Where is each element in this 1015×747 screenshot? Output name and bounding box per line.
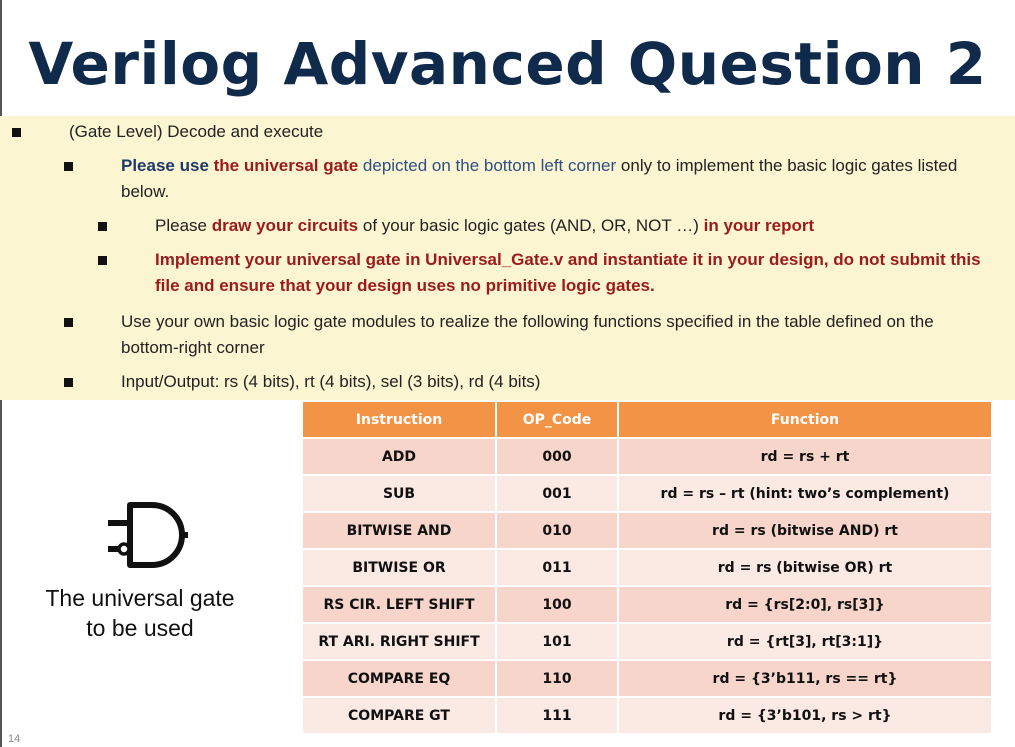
cell-function: rd = {rs[2:0], rs[3]} [619,587,991,622]
text-in-your-report: in your report [703,216,815,235]
bullet-decode-execute: (Gate Level) Decode and execute [69,122,324,141]
cell-function: rd = rs – rt (hint: two’s complement) [619,476,991,511]
header-op-code: OP_Code [497,402,617,437]
text-draw-your-circuits: draw your circuits [211,216,359,235]
table-header-row [303,402,991,437]
bullets-panel [0,116,1015,400]
cell-instruction: RT ARI. RIGHT SHIFT [303,624,495,659]
text-bottom-left-corner: depicted on the bottom left corner [358,156,617,175]
cell-op-code: 010 [497,513,617,548]
text-basic-gates: of your basic logic gates (AND, OR, NOT …) [358,216,704,235]
bullet-marker [12,128,21,137]
table-row [303,550,991,585]
cell-op-code: 000 [497,439,617,474]
bullet-marker [64,378,73,387]
bullet-input-output: Input/Output: rs (4 bits), rt (4 bits), sel (3 bits), rd (4 bits) [121,372,541,391]
table-row [303,439,991,474]
bullet-own-modules: Use your own basic logic gate modules to realize the following functions specified in the table defined on the bottom-right corner [121,312,934,357]
bullet-marker [64,318,73,327]
cell-op-code: 011 [497,550,617,585]
table-row [303,587,991,622]
text-universal-gate: the universal gate [213,156,359,175]
cell-function: rd = {rt[3], rt[3:1]} [619,624,991,659]
cell-instruction: COMPARE EQ [303,661,495,696]
cell-op-code: 110 [497,661,617,696]
instruction-table [301,400,993,735]
cell-op-code: 100 [497,587,617,622]
gate-caption-line2: to be used [86,615,194,641]
header-instruction: Instruction [303,402,495,437]
cell-op-code: 101 [497,624,617,659]
table-row [303,624,991,659]
cell-instruction: RS CIR. LEFT SHIFT [303,587,495,622]
cell-instruction: BITWISE AND [303,513,495,548]
bullet-draw-circuits [155,213,995,239]
table-row [303,513,991,548]
table-row [303,698,991,733]
cell-op-code: 001 [497,476,617,511]
cell-instruction: SUB [303,476,495,511]
table-row [303,476,991,511]
universal-gate-icon [100,495,190,575]
cell-instruction: COMPARE GT [303,698,495,733]
page-number: 14 [8,733,21,745]
text-please: Please [155,216,212,235]
cell-instruction: ADD [303,439,495,474]
bullet-marker [98,222,107,231]
cell-function: rd = rs (bitwise AND) rt [619,513,991,548]
bullet-implement-universal-gate: Implement your universal gate in Universal_Gate.v and instantiate it in your design, do not submit this file and ensure that your design uses no primitive logic gates. [155,250,981,295]
cell-function: rd = {3’b111, rs == rt} [619,661,991,696]
gate-caption [20,583,260,643]
cell-function: rd = {3’b101, rs > rt} [619,698,991,733]
text-please-use: Please use [121,156,214,175]
text-implement-basic: only to implement the basic logic gates listed below. [121,156,958,201]
header-function: Function [619,402,991,437]
cell-op-code: 111 [497,698,617,733]
bullet-universal-gate [121,153,981,205]
table-row [303,661,991,696]
cell-function: rd = rs (bitwise OR) rt [619,550,991,585]
gate-caption-line1: The universal gate [45,585,235,611]
bullet-marker [98,256,107,265]
cell-function: rd = rs + rt [619,439,991,474]
bullet-marker [64,162,73,171]
cell-instruction: BITWISE OR [303,550,495,585]
page-title: Verilog Advanced Question 2 [28,30,987,98]
